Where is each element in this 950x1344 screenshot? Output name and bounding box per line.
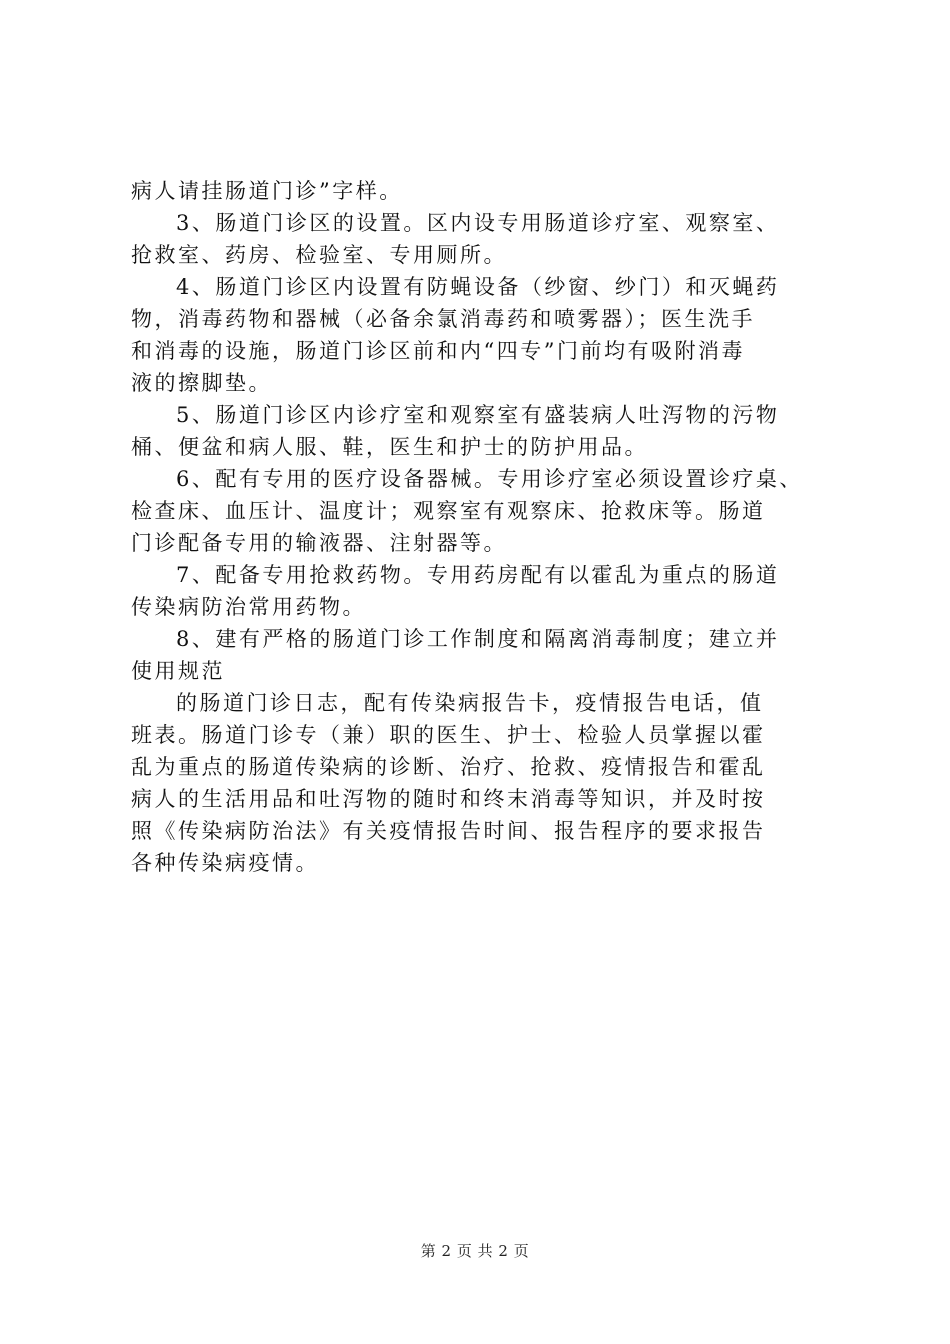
body-text — [131, 175, 831, 879]
text-line: 抢救室、药房、检验室、专用厕所。 — [131, 243, 507, 267]
text-line: 5、肠道门诊区内诊疗室和观察室有盛装病人吐泻物的污物 — [176, 403, 780, 427]
page-footer: 第 2 页 共 2 页 — [420, 1242, 530, 1260]
text-line: 和消毒的设施，肠道门诊区前和内“四专”门前均有吸附消毒 — [131, 339, 745, 363]
text-line: 乱为重点的肠道传染病的诊断、治疗、抢救、疫情报告和霍乱 — [131, 755, 766, 779]
text-line: 使用规范 — [131, 659, 225, 683]
text-line: 病人的生活用品和吐泻物的随时和终末消毒等知识，并及时按 — [131, 787, 766, 811]
text-line: 物，消毒药物和器械（必备余氯消毒药和喷雾器）；医生洗手 — [131, 307, 755, 331]
text-line: 照《传染病防治法》有关疫情报告时间、报告程序的要求报告 — [131, 819, 766, 843]
text-line: 班表。肠道门诊专（兼）职的医生、护士、检验人员掌握以霍 — [131, 723, 766, 747]
text-line: 桶、便盆和病人服、鞋，医生和护士的防护用品。 — [131, 435, 648, 459]
text-line: 7、配备专用抢救药物。专用药房配有以霍乱为重点的肠道 — [176, 563, 780, 587]
text-line: 传染病防治常用药物。 — [131, 595, 366, 619]
text-line: 病人请挂肠道门诊”字样。 — [131, 179, 403, 203]
text-line: 6、配有专用的医疗设备器械。专用诊疗室必须设置诊疗桌、 — [176, 467, 803, 491]
text-line: 液的擦脚垫。 — [131, 371, 272, 395]
text-line: 门诊配备专用的输液器、注射器等。 — [131, 531, 507, 555]
text-line: 3、肠道门诊区的设置。区内设专用肠道诊疗室、观察室、 — [176, 211, 780, 235]
text-line: 的肠道门诊日志，配有传染病报告卡，疫情报告电话，值 — [176, 691, 764, 715]
text-line: 4、肠道门诊区内设置有防蝇设备（纱窗、纱门）和灭蝇药 — [176, 275, 780, 299]
text-line: 8、建有严格的肠道门诊工作制度和隔离消毒制度；建立并 — [176, 627, 780, 651]
text-line: 检查床、血压计、温度计；观察室有观察床、抢救床等。肠道 — [131, 499, 766, 523]
text-line: 各种传染病疫情。 — [131, 851, 319, 875]
